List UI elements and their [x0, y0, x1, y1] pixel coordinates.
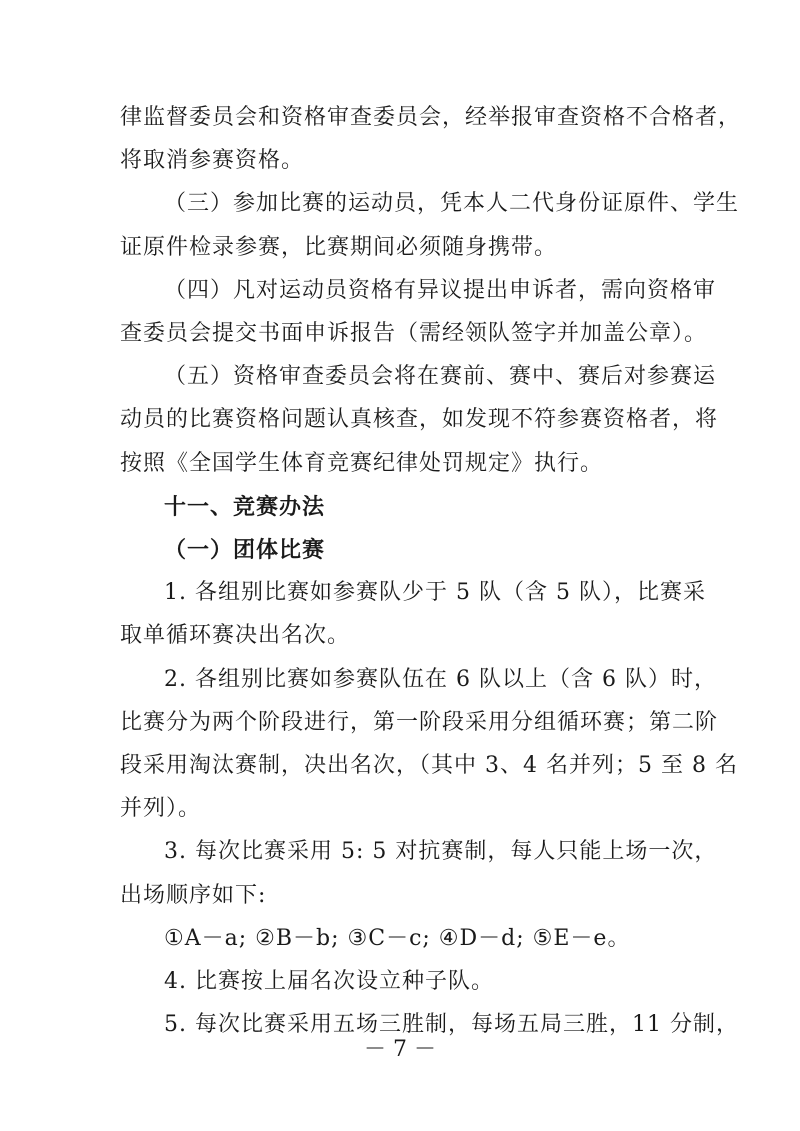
paragraph-line: ①A－a; ②B－b; ③C－c; ④D－d; ⑤E－e。 [164, 925, 631, 951]
paragraph-line: 段采用淘汰赛制，决出名次，（其中 3、4 名并列；5 至 8 名 [120, 753, 738, 778]
paragraph-line: 证原件检录参赛，比赛期间必须随身携带。 [120, 234, 558, 260]
paragraph-line: 出场顺序如下: [120, 882, 267, 908]
paragraph-line: （四）凡对运动员资格有异议提出申诉者，需向资格审 [164, 277, 717, 303]
paragraph-line: 按照《全国学生体育竞赛纪律处罚规定》执行。 [120, 450, 604, 476]
paragraph-line: 5. 每次比赛采用五场三胜制，每场五局三胜，11 分制， [164, 1012, 739, 1038]
paragraph-line: 3. 每次比赛采用 5: 5 对抗赛制，每人只能上场一次， [164, 839, 718, 865]
paragraph-line: （三）参加比赛的运动员，凭本人二代身份证原件、学生 [164, 191, 740, 217]
paragraph-line: （五）资格审查委员会将在赛前、赛中、赛后对参赛运 [164, 364, 717, 390]
paragraph-line: 1. 各组别比赛如参赛队少于 5 队（含 5 队），比赛采 [164, 580, 706, 606]
paragraph-line: 查委员会提交书面申诉报告（需经领队签字并加盖公章）。 [120, 321, 708, 346]
paragraph-line: 2. 各组别比赛如参赛队伍在 6 队以上（含 6 队）时， [164, 666, 717, 692]
paragraph-line: 比赛分为两个阶段进行，第一阶段采用分组循环赛；第二阶 [120, 709, 719, 735]
paragraph-line: 4. 比赛按上届名次设立种子队。 [164, 969, 494, 994]
paragraph-line: 律监督委员会和资格审查委员会，经举报审查资格不合格者， [120, 105, 742, 130]
page-number: － 7 － [364, 1037, 436, 1062]
paragraph-line: 将取消参赛资格。 [120, 148, 305, 174]
paragraph-line: 取单循环赛决出名次。 [120, 623, 351, 649]
paragraph-line: 并列）。 [120, 796, 202, 822]
section-heading: 十一、竞赛办法 [164, 493, 326, 520]
paragraph-line: 动员的比赛资格问题认真核查，如发现不符参赛资格者，将 [120, 407, 719, 433]
subsection-heading: （一）团体比赛 [164, 537, 326, 563]
